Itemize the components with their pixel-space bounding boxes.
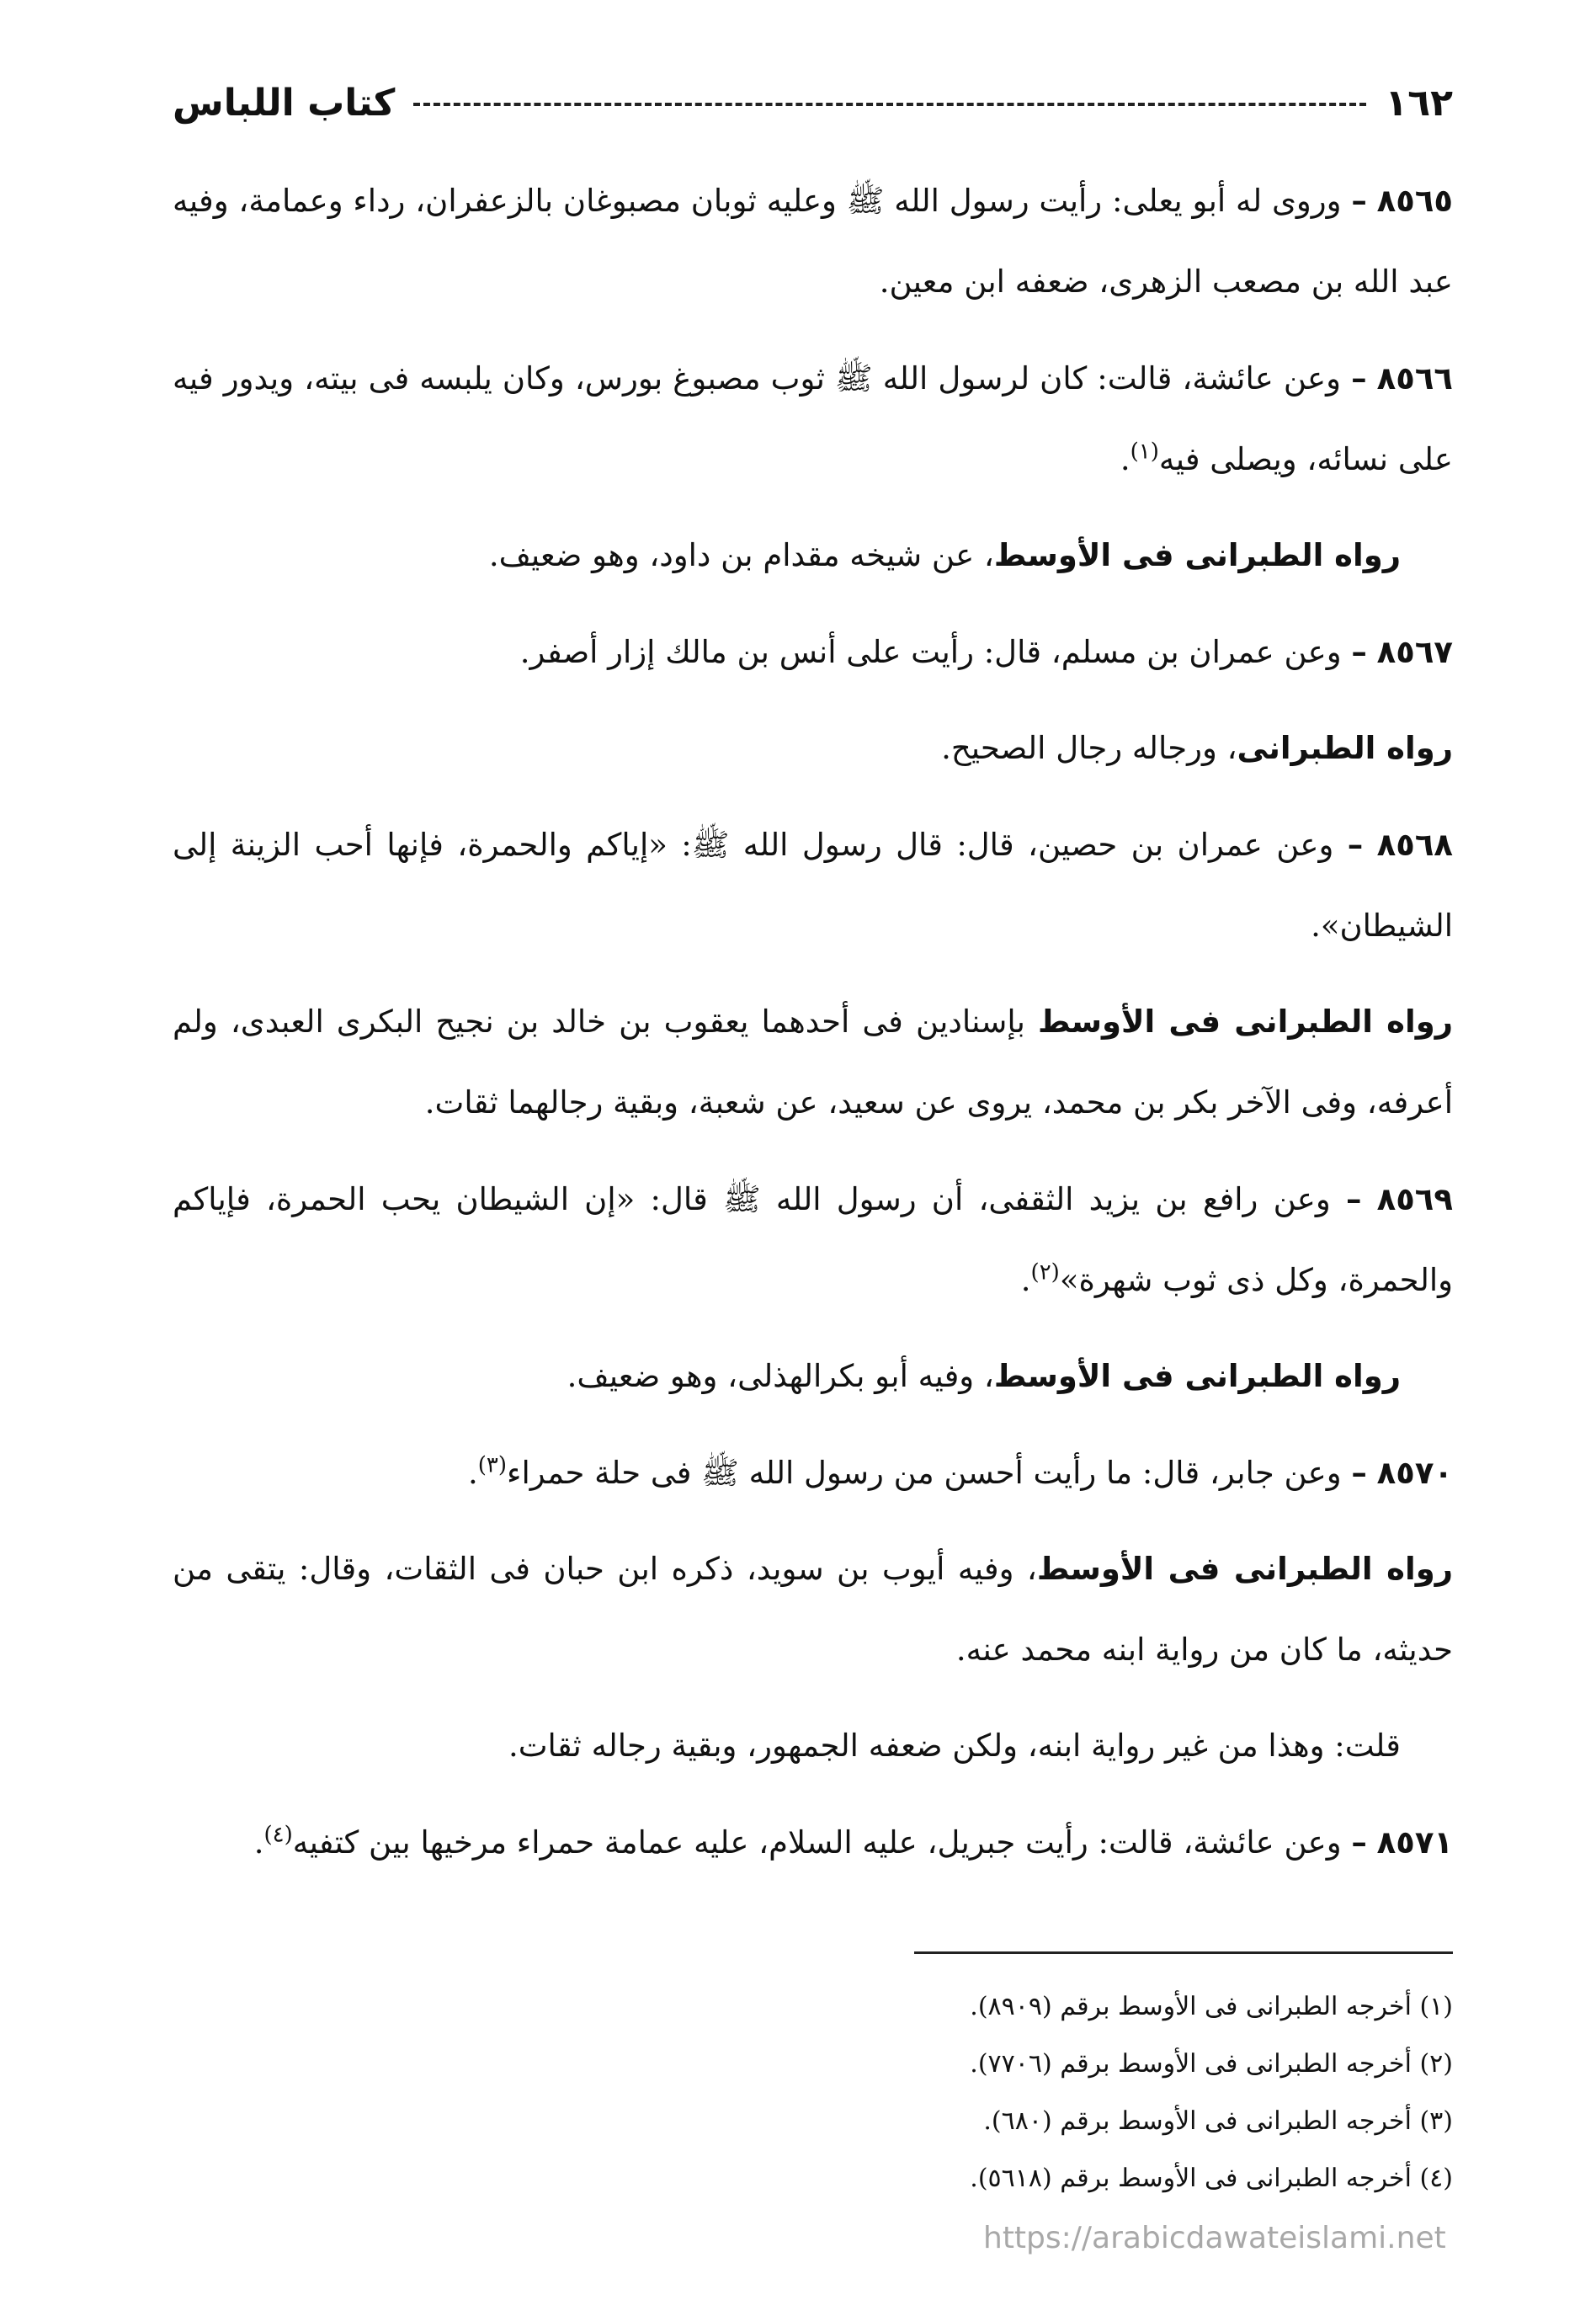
footnote: (٤) أخرجه الطبرانى فى الأوسط برقم (٥٦١٨). bbox=[970, 2164, 1453, 2193]
hadith-number: ٨٥٦٨ bbox=[1376, 827, 1454, 863]
footnote-ref[interactable]: (٣) bbox=[477, 1452, 508, 1478]
hadith-entry bbox=[173, 1802, 1453, 1883]
source-name: رواه الطبرانى فى الأوسط bbox=[1037, 1004, 1453, 1040]
sentence-end: . bbox=[468, 1455, 478, 1491]
hadith-text: وروى له أبو يعلى: رأيت رسول الله ﷺ وعليه ثوبان مصبوغان بالزعفران، رداء وعمامة، وفيه عبد الله بن مصعب الزهرى، ضعفه ابن معين. bbox=[173, 183, 1453, 300]
entry-dash: – bbox=[1347, 826, 1364, 863]
entry-dash: – bbox=[1351, 359, 1367, 397]
footnote-ref[interactable]: (١) bbox=[1130, 439, 1159, 465]
hadith-number: ٨٥٧٠ bbox=[1376, 1455, 1453, 1491]
running-header bbox=[173, 69, 1453, 136]
entry-dash: – bbox=[1351, 1823, 1367, 1861]
footnote: (٢) أخرجه الطبرانى فى الأوسط برقم (٧٧٠٦). bbox=[970, 2049, 1453, 2079]
hadith-text: وعن عائشة، قالت: كان لرسول الله ﷺ ثوب مصبوغ بورس، وكان يلبسه فى بيته، ويدور فيه على نسائه، ويصلى فيه bbox=[173, 360, 1453, 477]
sentence-end: . bbox=[1120, 441, 1130, 477]
hadith-entry bbox=[173, 1432, 1453, 1514]
entry-dash: – bbox=[1351, 1454, 1367, 1491]
footnote: (١) أخرجه الطبرانى فى الأوسط برقم (٨٩٠٩). bbox=[970, 1992, 1453, 2021]
hadith-number: ٨٥٧١ bbox=[1376, 1824, 1453, 1861]
source-comment: بإسنادين فى أحدهما يعقوب بن خالد بن نجيح البكرى العبدى، ولم أعرفه، وفى الآخر بكر بن محمد، يروى عن سعيد، عن شعبة، وبقية رجالهما ثقات. bbox=[173, 1004, 1453, 1121]
footnote-ref[interactable]: (٢) bbox=[1030, 1259, 1060, 1286]
hadith-entry bbox=[173, 338, 1453, 500]
main-text bbox=[173, 160, 1453, 1898]
entry-dash: – bbox=[1351, 633, 1367, 670]
hadith-text: وعن رافع بن يزيد الثقفى، أن رسول الله ﷺ قال: «إن الشيطان يحب الحمرة، فإياكم والحمرة، وكل ذى ثوب شهرة» bbox=[173, 1181, 1453, 1298]
source-note bbox=[173, 515, 1453, 596]
footnote-separator bbox=[914, 1951, 1453, 1954]
hadith-entry bbox=[173, 160, 1453, 322]
hadith-entry bbox=[173, 611, 1453, 693]
hadith-number: ٨٥٦٦ bbox=[1376, 360, 1454, 397]
source-name: رواه الطبرانى bbox=[1237, 730, 1453, 766]
hadith-entry bbox=[173, 1158, 1453, 1321]
header-dash-rule bbox=[413, 103, 1366, 106]
source-note bbox=[173, 982, 1453, 1143]
entry-dash: – bbox=[1345, 1180, 1362, 1217]
hadith-number: ٨٥٦٧ bbox=[1376, 634, 1453, 670]
source-comment: ، عن شيخه مقدام بن داود، وهو ضعيف. bbox=[488, 537, 994, 573]
entry-dash: – bbox=[1351, 182, 1367, 219]
source-name: رواه الطبرانى فى الأوسط bbox=[993, 1358, 1401, 1394]
hadith-text: وعن عمران بن مسلم، قال: رأيت على أنس بن مالك إزار أصفر. bbox=[519, 634, 1342, 670]
source-note bbox=[173, 708, 1453, 789]
hadith-number: ٨٥٦٥ bbox=[1376, 183, 1454, 219]
source-comment: ، ورجاله رجال الصحيح. bbox=[941, 730, 1237, 766]
source-name: رواه الطبرانى فى الأوسط bbox=[993, 537, 1401, 573]
sentence-end: . bbox=[253, 1824, 264, 1861]
hadith-entry bbox=[173, 804, 1453, 966]
hadith-text: وعن عمران بن حصين، قال: قال رسول الله ﷺ: «إياكم والحمرة، فإنها أحب الزينة إلى الشيطان». bbox=[173, 827, 1453, 944]
hadith-text: وعن جابر، قال: ما رأيت أحسن من رسول الله ﷺ فى حلة حمراء bbox=[507, 1455, 1342, 1491]
footnote: (٣) أخرجه الطبرانى فى الأوسط برقم (٦٨٠). bbox=[983, 2106, 1453, 2136]
sentence-end: . bbox=[1020, 1262, 1031, 1298]
editor-note: قلت: وهذا من غير رواية ابنه، ولكن ضعفه الجمهور، وبقية رجاله ثقات. bbox=[508, 1728, 1401, 1764]
source-note bbox=[173, 1336, 1453, 1417]
footnotes bbox=[173, 1978, 1453, 2207]
book-title: كتاب اللباس bbox=[173, 81, 396, 125]
page-number: ١٦٢ bbox=[1385, 81, 1453, 125]
hadith-number: ٨٥٦٩ bbox=[1376, 1181, 1453, 1217]
footnote-ref[interactable]: (٤) bbox=[263, 1822, 293, 1848]
source-comment: ، وفيه أيوب بن سويد، ذكره ابن حبان فى الثقات، وقال: يتقى من حديثه، ما كان من رواية ابنه محمد عنه. bbox=[173, 1551, 1453, 1668]
source-name: رواه الطبرانى فى الأوسط bbox=[1036, 1551, 1453, 1587]
watermark-url: https://arabicdawateislami.net bbox=[983, 2221, 1446, 2255]
source-comment: ، وفيه أبو بكرالهذلى، وهو ضعيف. bbox=[567, 1358, 994, 1394]
source-note bbox=[173, 1529, 1453, 1690]
hadith-text: وعن عائشة، قالت: رأيت جبريل، عليه السلام، عليه عمامة حمراء مرخيها بين كتفيه bbox=[292, 1824, 1342, 1861]
